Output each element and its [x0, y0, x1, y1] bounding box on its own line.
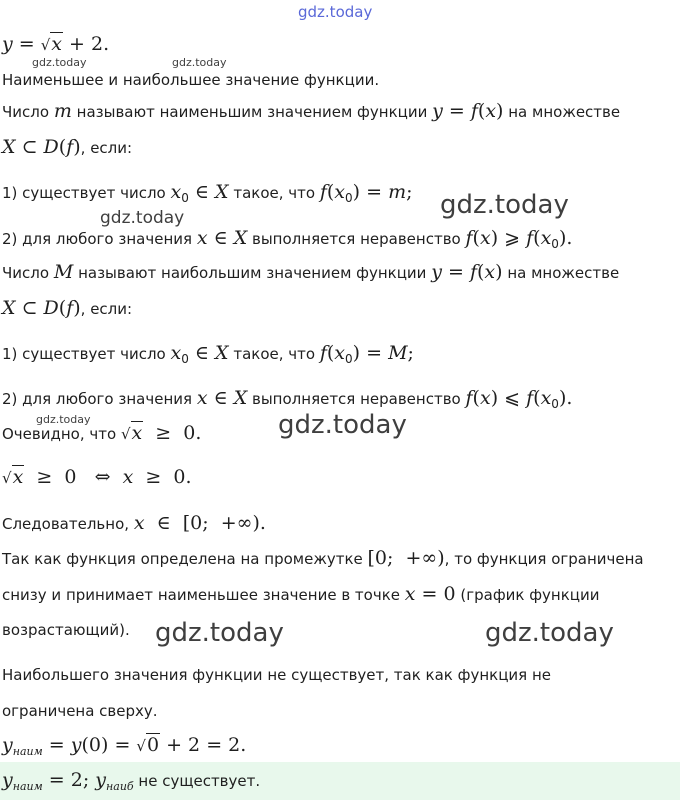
solution-bounded: Так как функция определена на промежутке [0; +∞), то функция ограничена: [2, 547, 644, 569]
watermark: gdz.today: [100, 208, 185, 228]
solution-obvious: Очевидно, что √x ≥ 0.: [2, 422, 202, 444]
watermark: gdz.today: [485, 618, 614, 648]
definition-max-cond-1: 1) существует число $x_0$ ∈ X такое, что $f(x_0) = M$;: [2, 342, 414, 366]
solution-min-point: снизу и принимает наименьшее значение в точке x = 0 (график функции: [2, 583, 600, 605]
solution-increasing: возрастающий).: [2, 621, 130, 639]
definition-max-cond-2: 2) для любого значения x ∈ X выполняется неравенство f(x) ⩽ $f(x_0)$.: [2, 387, 573, 411]
definition-min-cond-1: 1) существует число $x_0$ ∈ X такое, что $f(x_0) = m$;: [2, 181, 413, 205]
watermark: gdz.today: [440, 190, 569, 220]
definition-max: Число M называют наибольшим значением функции y = f(x) на множестве: [2, 261, 620, 283]
solution-no-max: Наибольшего значения функции не существует, так как функция не: [2, 666, 551, 684]
watermark: gdz.today: [278, 410, 407, 440]
solution-min-value: $y_{наим} = y(0) = √0 + 2 = 2$.: [2, 734, 247, 758]
watermark: gdz.today: [172, 56, 227, 69]
solution-domain: Следовательно, x ∈ [0; +∞).: [2, 512, 266, 534]
solution-equivalence: √x ≥ 0 ⇔ x ≥ 0.: [2, 466, 192, 488]
definition-min-set: X ⊂ D(f), если:: [2, 136, 133, 158]
function-formula: y = √x + 2.: [2, 33, 110, 55]
solution-not-bounded: ограничена сверху.: [2, 702, 158, 720]
definition-max-set: X ⊂ D(f), если:: [2, 297, 133, 319]
definition-min: Число m называют наименьшим значением функции y = f(x) на множестве: [2, 100, 621, 122]
watermark: gdz.today: [36, 413, 91, 426]
watermark: gdz.today: [155, 618, 284, 648]
watermark-top: gdz.today: [298, 3, 373, 21]
definition-min-cond-2: 2) для любого значения x ∈ X выполняется неравенство f(x) ⩾ $f(x_0)$.: [2, 227, 573, 251]
section-heading: Наименьшее и наибольшее значение функции.: [2, 71, 380, 89]
watermark: gdz.today: [32, 56, 87, 69]
answer-line: $y_{наим} = 2$; $y_{наиб}$ не существует.: [2, 769, 261, 793]
